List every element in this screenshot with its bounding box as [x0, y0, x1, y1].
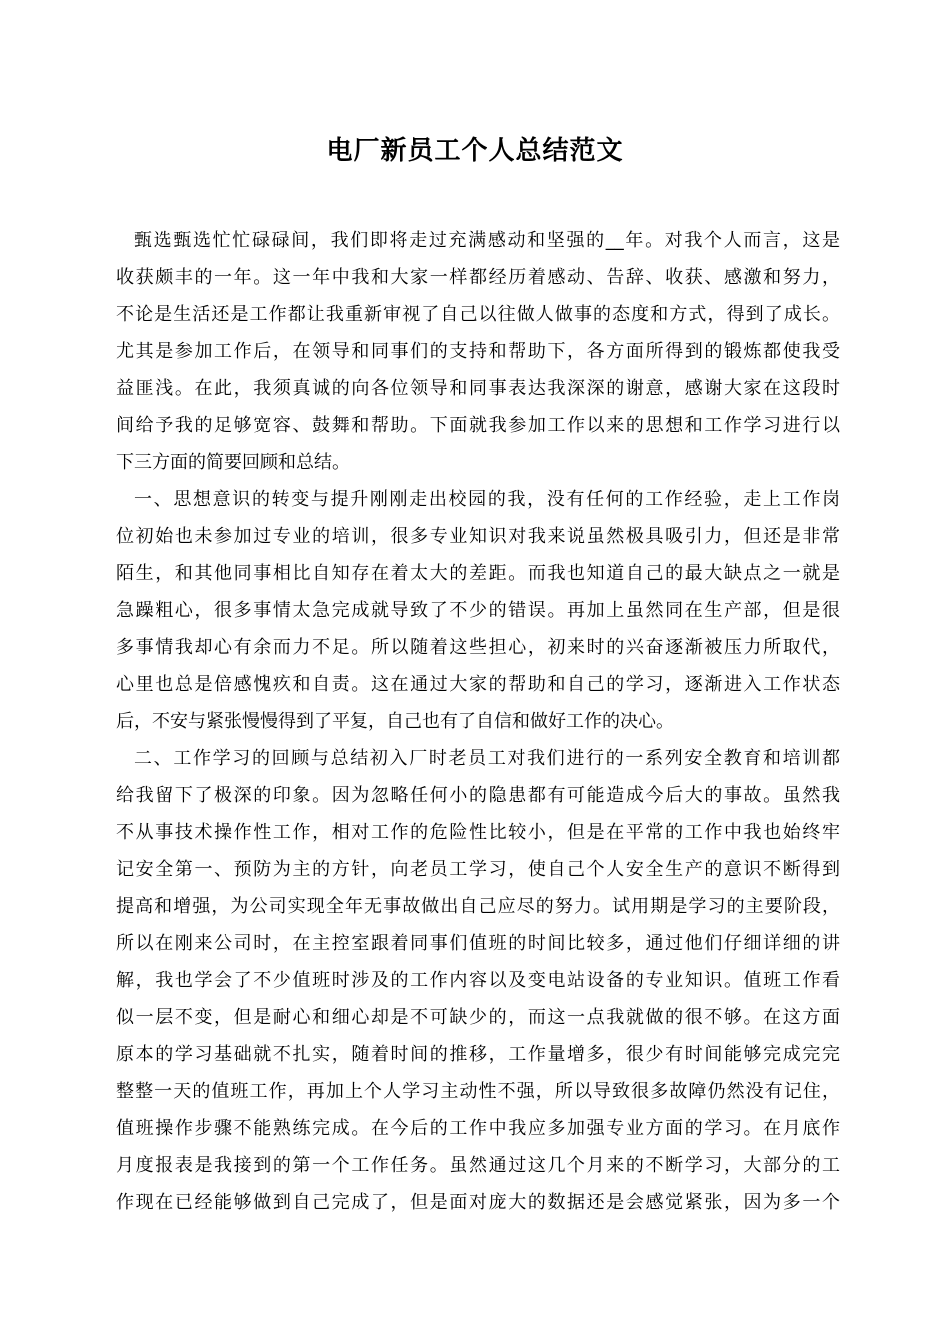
document-body [116, 222, 840, 1221]
body-line: 值班操作步骤不能熟练完成。在今后的工作中我应多加强专业方面的学习。在月底作 [116, 1118, 840, 1139]
document-title: 电厂新员工个人总结范文 [326, 136, 624, 166]
body-line: 益匪浅。在此，我须真诚的向各位领导和同事表达我深深的谢意，感谢大家在这段时 [116, 378, 840, 399]
body-line: 提高和增强，为公司实现全年无事故做出自己应尽的努力。试用期是学习的主要阶段， [116, 896, 840, 917]
body-line: 收获颇丰的一年。这一年中我和大家一样都经历着感动、告辞、收获、感激和努力， [116, 267, 840, 288]
body-line: 陌生，和其他同事相比自知存在着太大的差距。而我也知道自己的最大缺点之一就是 [116, 563, 840, 584]
body-line: 作现在已经能够做到自己完成了，但是面对庞大的数据还是会感觉紧张，因为多一个 [116, 1192, 840, 1213]
body-line: 急躁粗心，很多事情太急完成就导致了不少的错误。再加上虽然同在生产部，但是很 [116, 600, 840, 621]
body-line: 一、思想意识的转变与提升刚刚走出校园的我，没有任何的工作经验，走上工作岗 [134, 489, 840, 510]
body-line: 给我留下了极深的印象。因为忽略任何小的隐患都有可能造成今后大的事故。虽然我 [116, 785, 840, 806]
body-line: 整整一天的值班工作，再加上个人学习主动性不强，所以导致很多故障仍然没有记住， [116, 1081, 840, 1102]
body-line: 甄选甄选忙忙碌碌间，我们即将走过充满感动和坚强的__年。对我个人而言，这是 [134, 230, 840, 251]
body-line: 原本的学习基础就不扎实，随着时间的推移，工作量增多，很少有时间能够完成完完 [116, 1044, 840, 1065]
body-line: 心里也总是倍感愧疚和自责。这在通过大家的帮助和自己的学习，逐渐进入工作状态 [116, 674, 840, 695]
body-line: 间给予我的足够宽容、鼓舞和帮助。下面就我参加工作以来的思想和工作学习进行以 [116, 415, 840, 436]
body-line: 所以在刚来公司时，在主控室跟着同事们值班的时间比较多，通过他们仔细详细的讲 [116, 933, 840, 954]
body-line: 不论是生活还是工作都让我重新审视了自己以往做人做事的态度和方式，得到了成长。 [116, 304, 840, 325]
body-line: 尤其是参加工作后，在领导和同事们的支持和帮助下，各方面所得到的锻炼都使我受 [116, 341, 840, 362]
body-line: 解，我也学会了不少值班时涉及的工作内容以及变电站设备的专业知识。值班工作看 [116, 970, 840, 991]
body-line: 似一层不变，但是耐心和细心却是不可缺少的，而这一点我就做的很不够。在这方面 [116, 1007, 840, 1028]
body-line: 月度报表是我接到的第一个工作任务。虽然通过这几个月来的不断学习，大部分的工 [116, 1155, 840, 1176]
body-line: 下三方面的简要回顾和总结。 [116, 452, 350, 473]
body-line: 记安全第一、预防为主的方针，向老员工学习，使自己个人安全生产的意识不断得到 [116, 859, 840, 880]
body-line: 二、工作学习的回顾与总结初入厂时老员工对我们进行的一系列安全教育和培训都 [134, 748, 840, 769]
body-line: 不从事技术操作性工作，相对工作的危险性比较小，但是在平常的工作中我也始终牢 [116, 822, 840, 843]
body-line: 后，不安与紧张慢慢得到了平复，自己也有了自信和做好工作的决心。 [116, 711, 674, 732]
body-line: 位初始也未参加过专业的培训，很多专业知识对我来说虽然极具吸引力，但还是非常 [116, 526, 840, 547]
body-line: 多事情我却心有余而力不足。所以随着这些担心，初来时的兴奋逐渐被压力所取代， [116, 637, 840, 658]
